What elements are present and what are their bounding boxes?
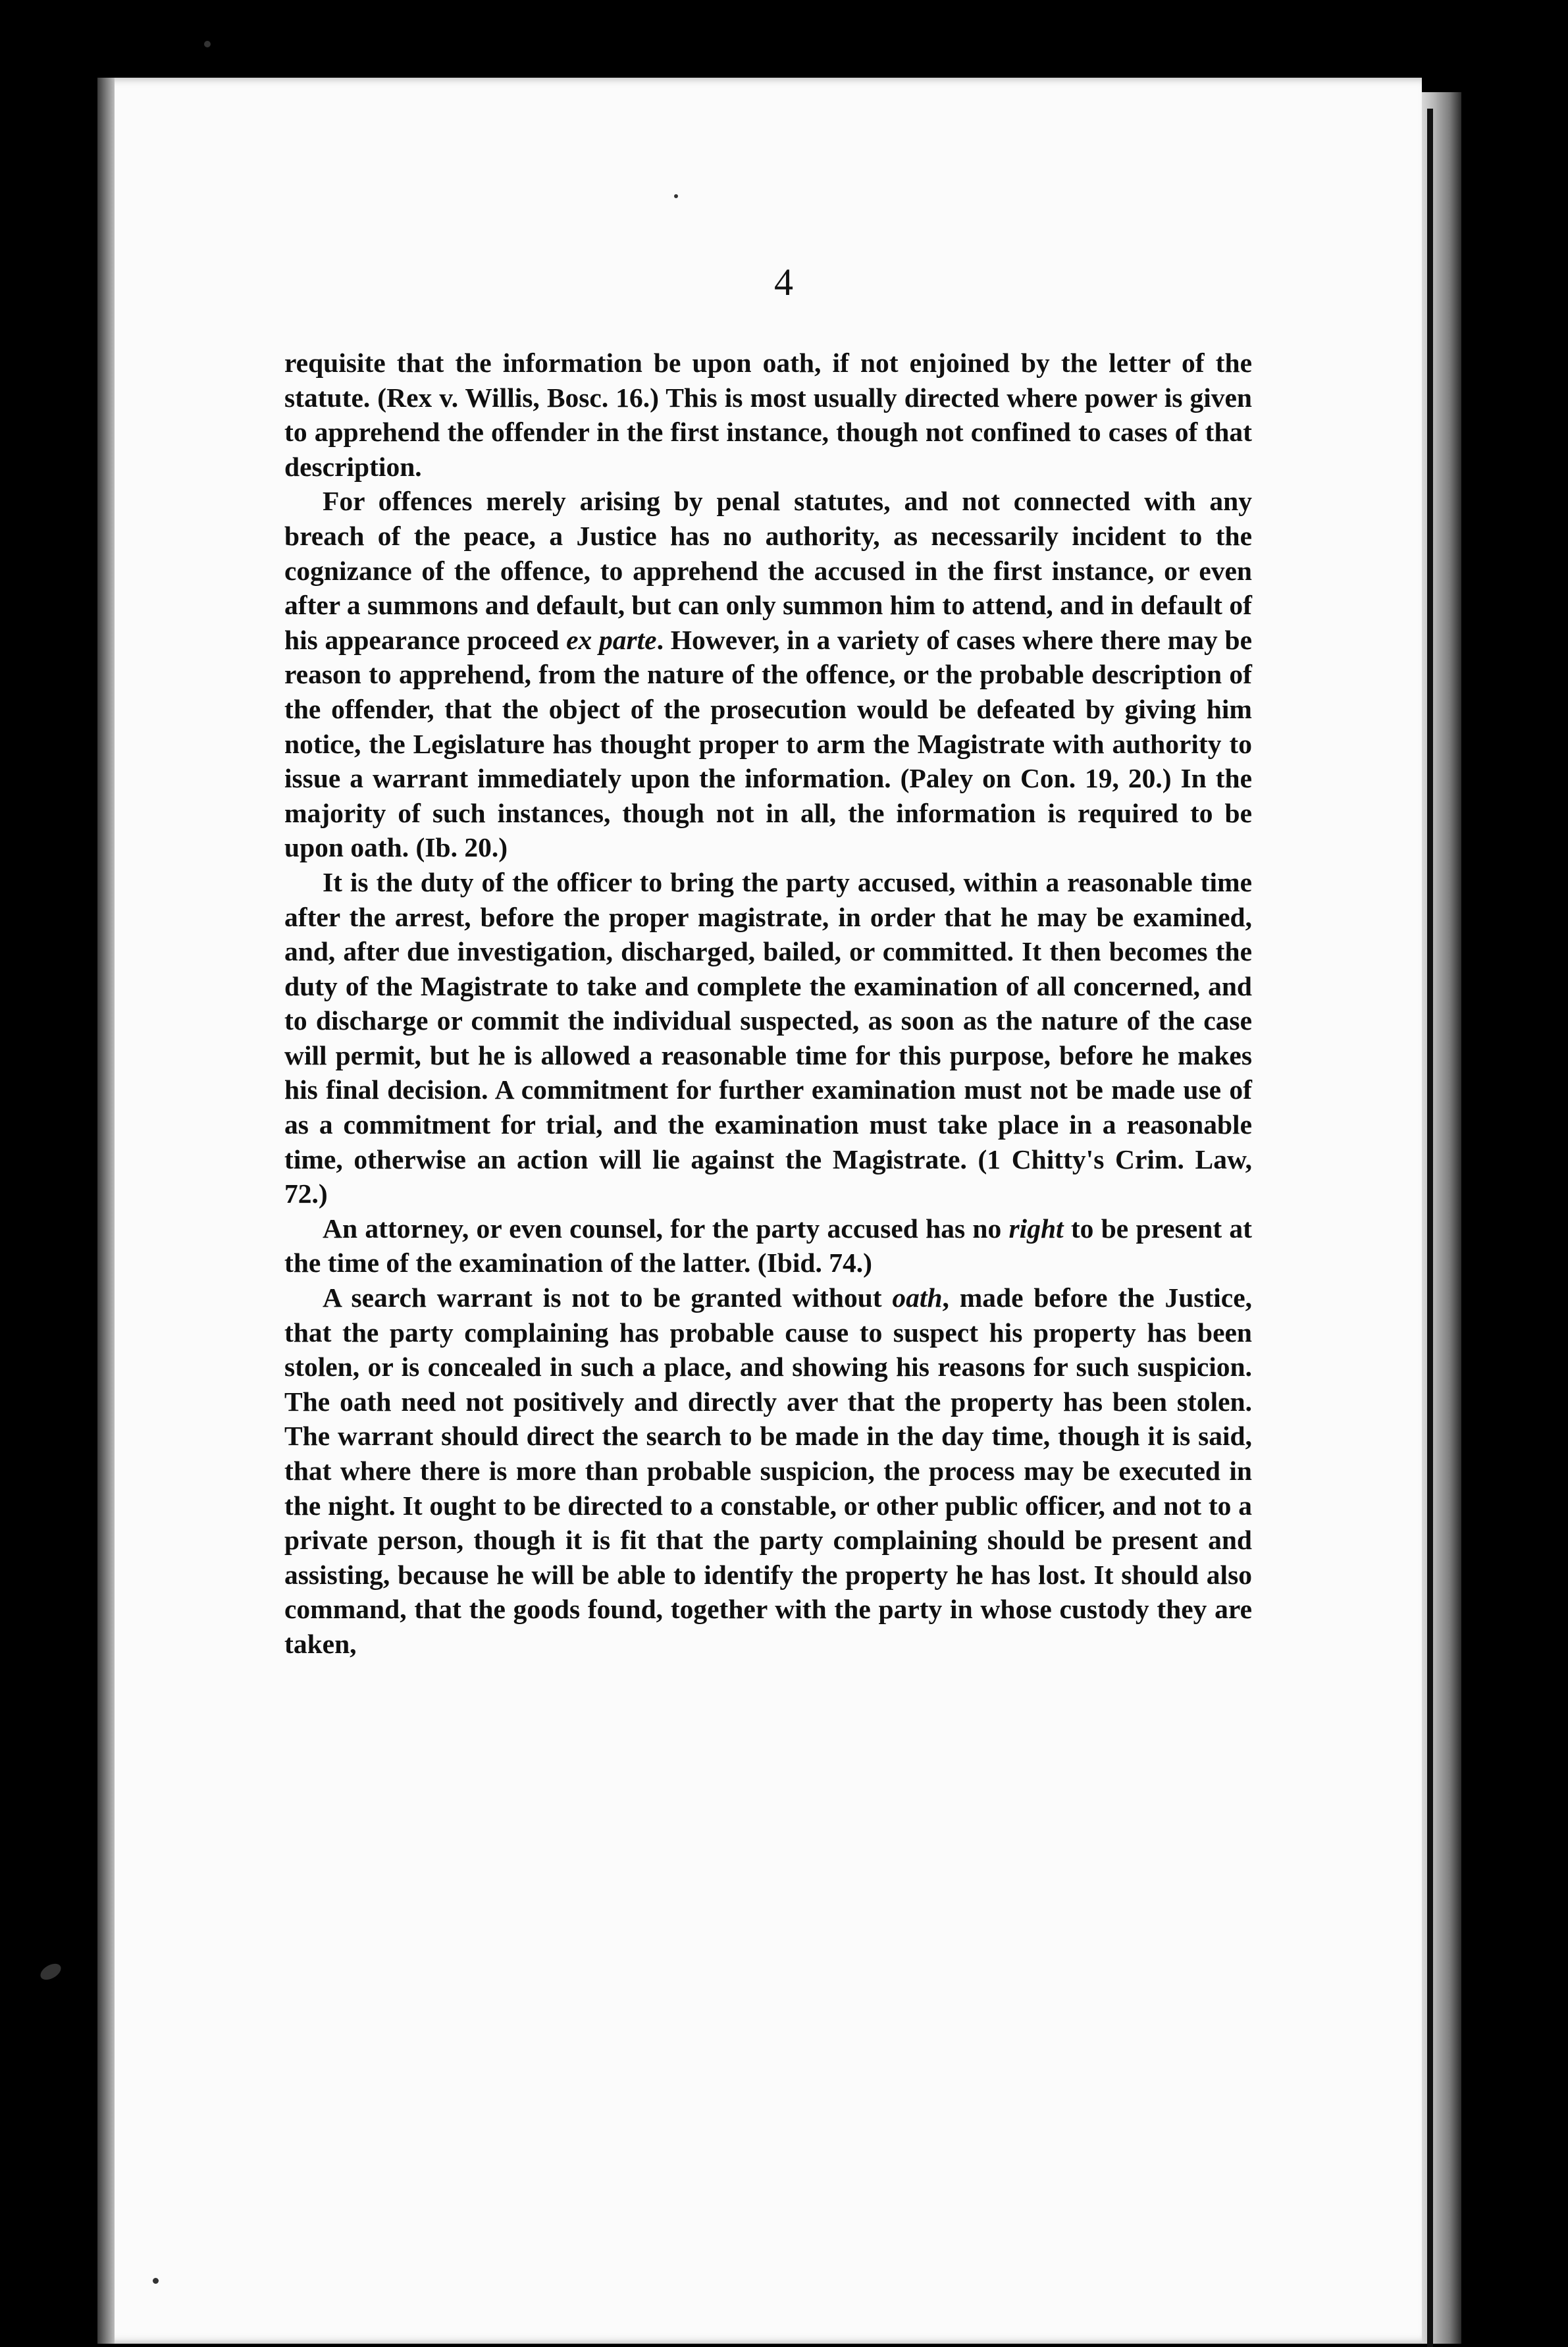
italic-text: right: [1008, 1213, 1064, 1244]
scan-speck: [204, 41, 211, 47]
paragraph-text: to be present at the time of the examination of the latter. (Ibid. 74.): [284, 1213, 1252, 1279]
paragraph-text: . However, in a variety of cases where there may be reason to apprehend, from the nature of the offence, or the probable description of the offender, that the object of the prosecution would be defeated by giving him notice, the Legislature has thought proper to arm the Magistrate with authority to issue a warrant immediately upon the information. (Paley on Con. 19, 20.) In the majority of such instances, though not in all, the information is required to be upon oath. (Ib. 20.): [284, 624, 1252, 863]
paragraph: [284, 346, 1252, 484]
page-edge-line: [1427, 109, 1433, 2347]
paragraph-text: It is the duty of the officer to bring the party accused, within a reasonable time after the arrest, before the proper magistrate, in order that he may be examined, and, after due investigation, discharged, bailed, or committed. It then becomes the duty of the Magistrate to take and complete the examination of all concerned, and to discharge or commit the individual suspected, as soon as the nature of the case will permit, but he is allowed a reasonable time for this purpose, before he makes his final decision. A commitment for further examination must not be made use of as a commitment for trial, and the examination must take place in a reasonable time, otherwise an action will lie against the Magistrate. (1 Chitty's Crim. Law, 72.): [284, 866, 1252, 1209]
paragraph-text: A search warrant is not to be granted without: [323, 1282, 893, 1313]
paragraph: [284, 865, 1252, 1211]
paragraph-text: , made before the Justice, that the party complaining has probable cause to suspect his property has been stolen, or is concealed in such a place, and showing his reasons for such suspicion. The oath need not positively and directly aver that the property has been stolen. The warrant should direct the search to be made in the day time, though it is said, that where there is more than probable suspicion, the process may be executed in the night. It ought to be directed to a constable, or other public officer, and not to a private person, though it is fit that the party complaining should be present and assisting, because he will be able to identify the property he has lost. It should also command, that the goods found, together with the party in whose custody they are taken,: [284, 1282, 1252, 1659]
paragraph: [284, 1280, 1252, 1662]
paragraph: [284, 1211, 1252, 1280]
paragraph-text: For offences merely arising by penal statutes, and not connected with any breach of the peace, a Justice has no authority, as necessarily incident to the cognizance of the offence, to apprehend the accused in the first instance, or even after a summons and default, but can only summon him to attend, and in default of his appearance proceed: [284, 486, 1252, 655]
paragraph: [284, 484, 1252, 865]
italic-text: oath: [892, 1282, 943, 1313]
page-number: 4: [774, 261, 794, 303]
paragraph-text: requisite that the information be upon oath, if not enjoined by the letter of the statute. (Rex v. Willis, Bosc. 16.) This is most usually directed where power is given to apprehend the offender in the first instance, though not confined to cases of that description.: [284, 348, 1252, 482]
italic-text: ex parte: [566, 624, 657, 655]
scan-speck: [153, 2278, 159, 2284]
paragraph-text: An attorney, or even counsel, for the party accused has no: [323, 1213, 1009, 1244]
body-text: [284, 346, 1252, 1662]
page-binding-shadow: [97, 78, 115, 2344]
scan-speck: [674, 194, 678, 198]
